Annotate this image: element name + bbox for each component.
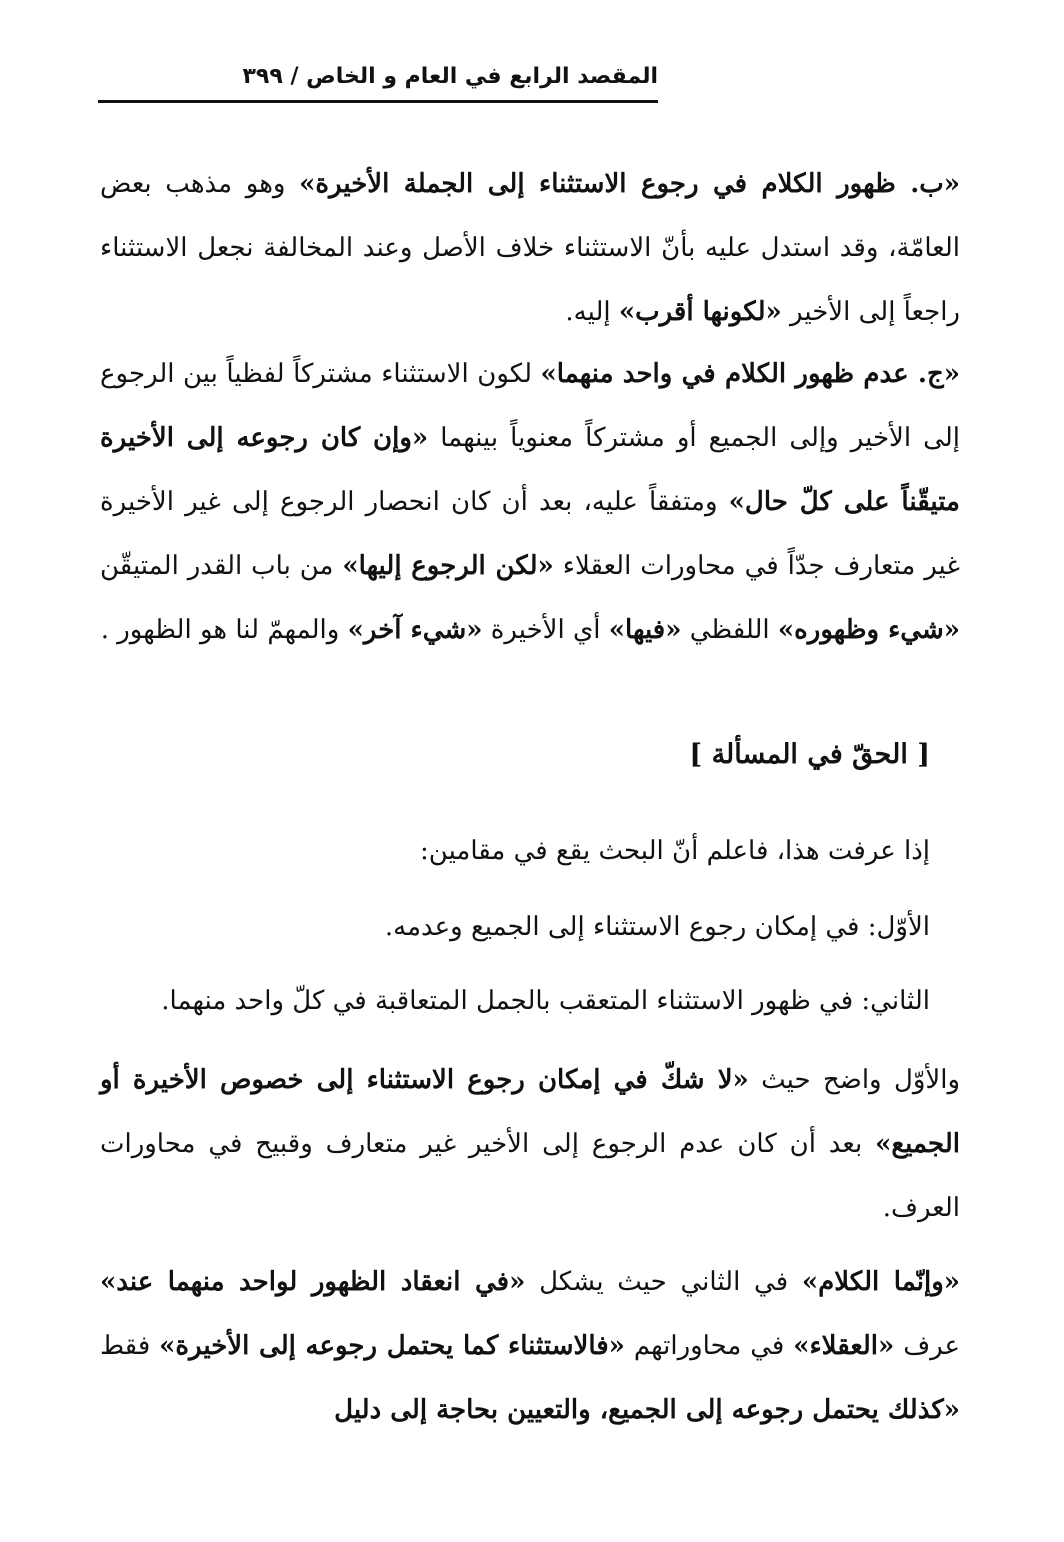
- body-text: عرف: [894, 1331, 961, 1361]
- quote-bold: «العقلاء»: [793, 1331, 895, 1361]
- text-line: إذا عرفت هذا، فاعلم أنّ البحث يقع في مقامين:: [420, 836, 930, 866]
- section-heading: [ الحقّ في المسألة ]: [689, 739, 930, 770]
- paragraph-j: [100, 342, 960, 662]
- body-text: والأوّل واضح حيث: [748, 1065, 961, 1095]
- quote-bold: «وإنّما الكلام»: [801, 1267, 960, 1297]
- body-text: والمهمّ لنا هو الظهور .: [100, 615, 348, 645]
- paragraph-first: [100, 1048, 960, 1240]
- quote-bold: «ج. عدم ظهور الكلام في واحد منهما»: [540, 359, 960, 389]
- quote-bold: «لكونها أقرب»: [618, 297, 782, 327]
- paragraph-b: [100, 152, 960, 344]
- quote-bold: «فيها»: [608, 615, 682, 645]
- body-text: اللفظي: [681, 615, 778, 645]
- body-text: في الثاني حيث يشكل: [525, 1267, 802, 1297]
- text-line: الثاني: في ظهور الاستثناء المتعقب بالجمل المتعاقبة في كلّ واحد منهما.: [161, 986, 930, 1016]
- body-text: وهو مذهب بعض العامّة، وقد استدل عليه بأنّ الاستثناء خلاف الأصل وعند المخالفة نجعل الاستثناء راجعاً إلى الأخير: [100, 169, 960, 327]
- running-header: [98, 62, 658, 102]
- body-text: لكون الاستثناء مشتركاً لفظياً بين الرجوع إلى الأخير وإلى الجميع أو مشتركاً معنوياً بينهما: [100, 359, 960, 453]
- quote-bold: «فالاستثناء كما يحتمل رجوعه إلى الأخيرة»: [159, 1331, 625, 1361]
- quote-bold: «في انعقاد الظهور لواحد منهما عند»: [100, 1267, 526, 1297]
- quote-bold: «شيء وظهوره»: [777, 615, 960, 645]
- header-rule: [98, 100, 658, 103]
- body-text: بعد أن كان عدم الرجوع إلى الأخير غير متعارف وقبيح في محاورات العرف.: [100, 1129, 960, 1223]
- running-title: المقصد الرابع في العام و الخاص / ٣٩٩: [242, 64, 658, 89]
- quote-bold: «لكن الرجوع إليها»: [342, 551, 554, 581]
- quote-bold: «وإن كان رجوعه إلى الأخيرة متيقّناً على كلّ حال»: [100, 423, 960, 517]
- body-text: أي الأخيرة: [482, 615, 609, 645]
- body-text: إليه.: [565, 297, 619, 327]
- quote-bold: «كذلك يحتمل رجوعه إلى الجميع، والتعيين بحاجة إلى دليل: [334, 1395, 960, 1425]
- quote-bold: «لا شكّ في إمكان رجوع الاستثناء إلى خصوص الأخيرة أو الجميع»: [100, 1065, 960, 1159]
- paragraph-second: [100, 1250, 960, 1442]
- quote-bold: «ب. ظهور الكلام في رجوع الاستثناء إلى الجملة الأخيرة»: [299, 169, 960, 199]
- quote-bold: «شيء آخر»: [347, 615, 483, 645]
- body-text: في محاوراتهم: [624, 1331, 794, 1361]
- text-line: الأوّل: في إمكان رجوع الاستثناء إلى الجميع وعدمه.: [384, 912, 930, 942]
- body-text: ومتفقاً عليه، بعد أن كان انحصار الرجوع إلى غير الأخيرة غير متعارف جدّاً في محاورات العقلاء: [100, 487, 960, 581]
- body-text: من باب القدر المتيقّن: [100, 551, 343, 581]
- body-text: فقط: [100, 1331, 160, 1361]
